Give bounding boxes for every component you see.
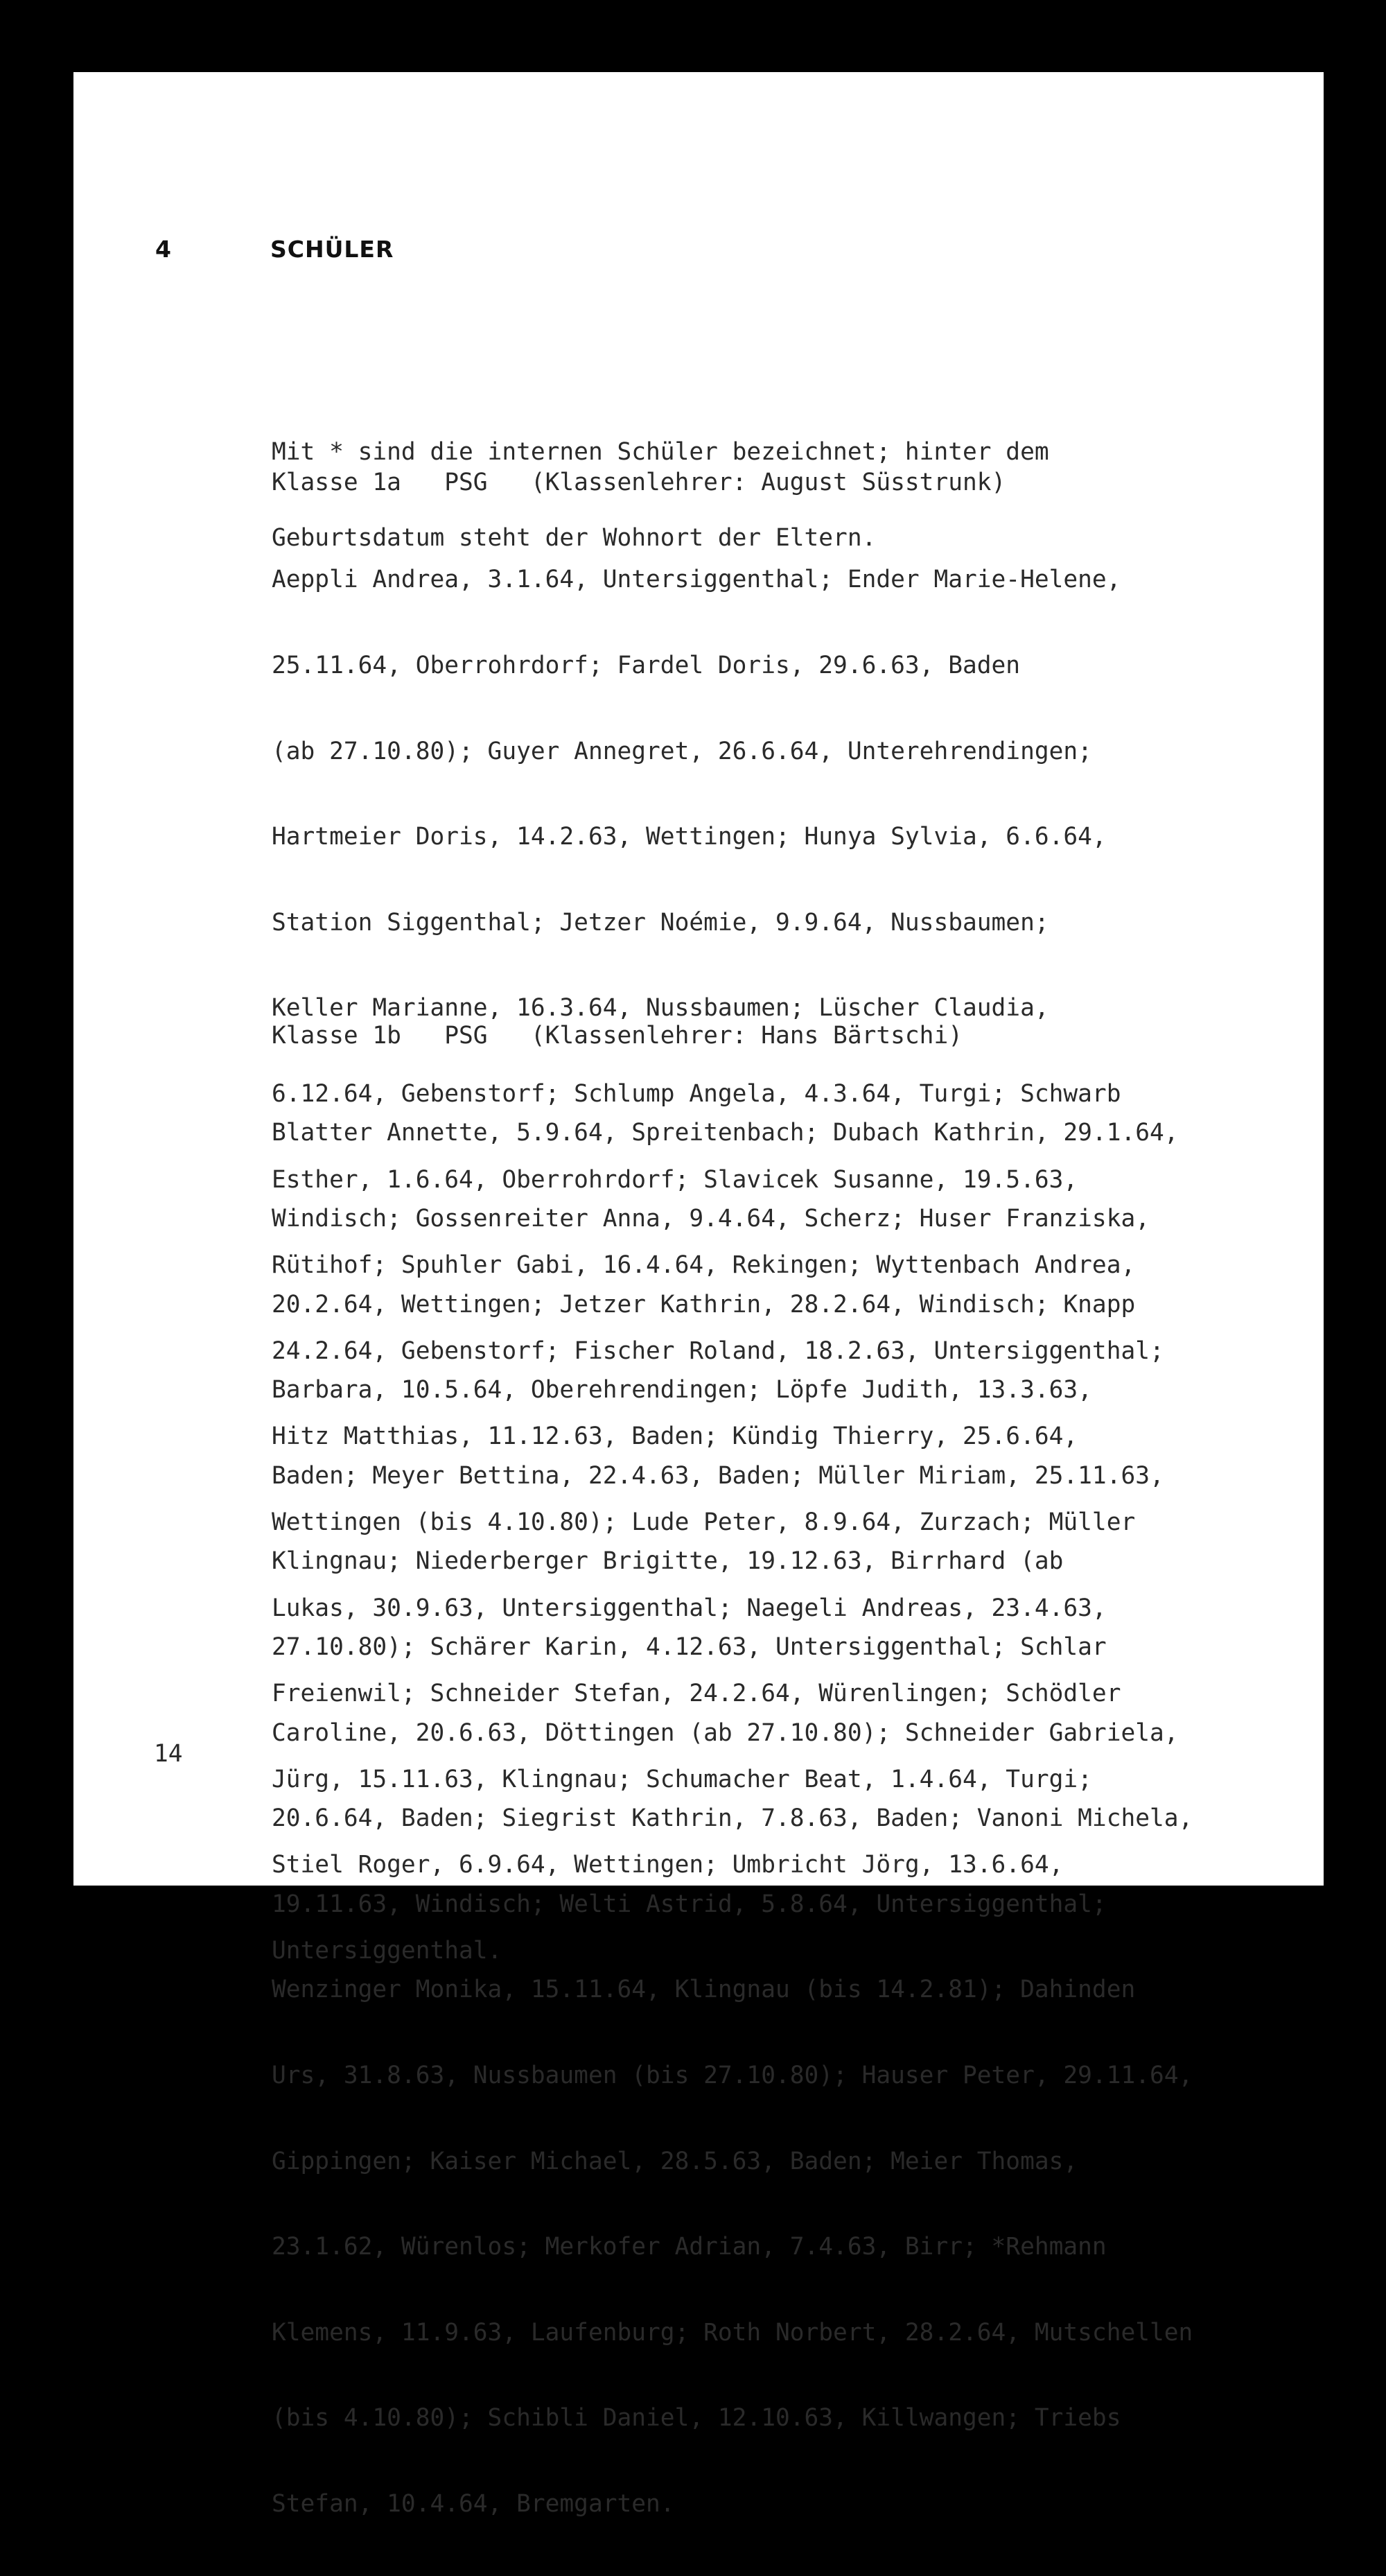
intro-line: Geburtsdatum steht der Wohnort der Eltern. bbox=[272, 524, 877, 552]
student-list-line: Gippingen; Kaiser Michael, 28.5.63, Baden; Meier Thomas, bbox=[272, 2147, 1078, 2175]
student-list-line: Esther, 1.6.64, Oberrohrdorf; Slavicek Susanne, 19.5.63, bbox=[272, 1165, 1078, 1194]
student-list-line: Lukas, 30.9.63, Untersiggenthal; Naegeli Andreas, 23.4.63, bbox=[272, 1594, 1107, 1622]
student-list-line: Caroline, 20.6.63, Döttingen (ab 27.10.80); Schneider Gabriela, bbox=[272, 1718, 1179, 1747]
chapter-title: SCHÜLER bbox=[270, 236, 394, 263]
student-list-line: Aeppli Andrea, 3.1.64, Untersiggenthal; Ender Marie-Helene, bbox=[272, 566, 1121, 594]
student-list-line: 20.6.64, Baden; Siegrist Kathrin, 7.8.63, Baden; Vanoni Michela, bbox=[272, 1804, 1193, 1833]
student-list-line: Untersiggenthal. bbox=[272, 1936, 502, 1965]
student-list-line: Stiel Roger, 6.9.64, Wettingen; Umbricht Jörg, 13.6.64, bbox=[272, 1851, 1064, 1879]
student-list-line: Blatter Annette, 5.9.64, Spreitenbach; Dubach Kathrin, 29.1.64, bbox=[272, 1119, 1179, 1147]
student-list-line: (ab 27.10.80); Guyer Annegret, 26.6.64, Unterehrendingen; bbox=[272, 737, 1092, 765]
student-list-line: Station Siggenthal; Jetzer Noémie, 9.9.64, Nussbaumen; bbox=[272, 908, 1049, 937]
student-list-line: Klemens, 11.9.63, Laufenburg; Roth Norbert, 28.2.64, Mutschellen bbox=[272, 2318, 1193, 2347]
student-list-line: Wettingen (bis 4.10.80); Lude Peter, 8.9.64, Zurzach; Müller bbox=[272, 1508, 1136, 1536]
student-list-line: 23.1.62, Würenlos; Merkofer Adrian, 7.4.63, Birr; *Rehmann bbox=[272, 2233, 1107, 2261]
page-number: 14 bbox=[154, 1740, 183, 1768]
intro-line: Mit * sind die internen Schüler bezeichnet; hinter dem bbox=[272, 438, 1049, 467]
student-list-line: 20.2.64, Wettingen; Jetzer Kathrin, 28.2.64, Windisch; Knapp bbox=[272, 1290, 1136, 1319]
student-list-line: Stefan, 10.4.64, Bremgarten. bbox=[272, 2489, 675, 2518]
student-list-line: 24.2.64, Gebenstorf; Fischer Roland, 18.2.63, Untersiggenthal; bbox=[272, 1337, 1164, 1365]
student-list-line: Hartmeier Doris, 14.2.63, Wettingen; Hunya Sylvia, 6.6.64, bbox=[272, 823, 1107, 851]
student-list-line: Barbara, 10.5.64, Oberehrendingen; Löpfe Judith, 13.3.63, bbox=[272, 1376, 1092, 1404]
student-list-line: (bis 4.10.80); Schibli Daniel, 12.10.63, Killwangen; Triebs bbox=[272, 2404, 1121, 2433]
class-1b-heading: Klasse 1b PSG (Klassenlehrer: Hans Bärtschi) bbox=[272, 1022, 963, 1050]
student-list-line: Hitz Matthias, 11.12.63, Baden; Kündig Thierry, 25.6.64, bbox=[272, 1422, 1078, 1451]
student-list-line: 19.11.63, Windisch; Welti Astrid, 5.8.64, Untersiggenthal; bbox=[272, 1890, 1107, 1918]
student-list-line: 6.12.64, Gebenstorf; Schlump Angela, 4.3.64, Turgi; Schwarb bbox=[272, 1079, 1121, 1108]
document-page bbox=[73, 72, 1324, 2518]
student-list-line: Keller Marianne, 16.3.64, Nussbaumen; Lüscher Claudia, bbox=[272, 994, 1049, 1022]
student-list-line: Baden; Meyer Bettina, 22.4.63, Baden; Müller Miriam, 25.11.63, bbox=[272, 1461, 1164, 1490]
student-list-line: 25.11.64, Oberrohrdorf; Fardel Doris, 29.6.63, Baden bbox=[272, 652, 1021, 679]
student-list-line: Urs, 31.8.63, Nussbaumen (bis 27.10.80); Hauser Peter, 29.11.64, bbox=[272, 2061, 1193, 2089]
student-list-line: Jürg, 15.11.63, Klingnau; Schumacher Beat, 1.4.64, Turgi; bbox=[272, 1765, 1092, 1793]
student-list-line: Rütihof; Spuhler Gabi, 16.4.64, Rekingen; Wyttenbach Andrea, bbox=[272, 1251, 1136, 1280]
class-1a-heading: Klasse 1a PSG (Klassenlehrer: August Süsstrunk) bbox=[272, 469, 1006, 496]
student-list-line: Freienwil; Schneider Stefan, 24.2.64, Würenlingen; Schödler bbox=[272, 1680, 1121, 1708]
student-list-line: Windisch; Gossenreiter Anna, 9.4.64, Scherz; Huser Franziska, bbox=[272, 1205, 1150, 1233]
chapter-number: 4 bbox=[155, 236, 171, 263]
student-list-line: Wenzinger Monika, 15.11.64, Klingnau (bis 14.2.81); Dahinden bbox=[272, 1976, 1136, 2004]
class-1b-student-list bbox=[272, 1062, 1193, 2576]
student-list-line: 27.10.80); Schärer Karin, 4.12.63, Untersiggenthal; Schlar bbox=[272, 1633, 1107, 1661]
student-list-line: Klingnau; Niederberger Brigitte, 19.12.63, Birrhard (ab bbox=[272, 1547, 1064, 1576]
